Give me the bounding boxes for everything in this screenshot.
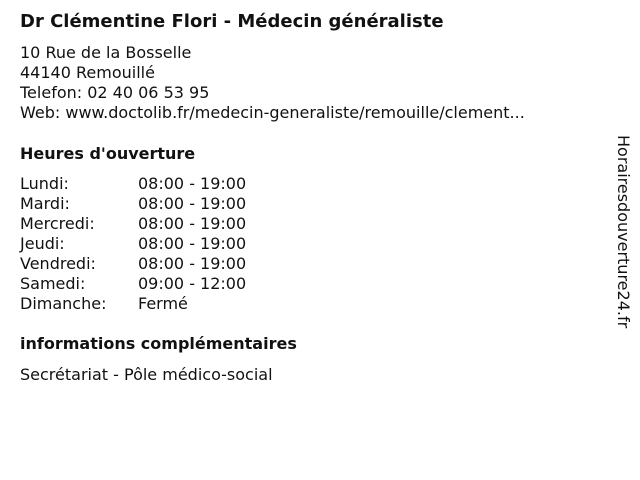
address-street: 10 Rue de la Bosselle: [20, 43, 192, 62]
address-city: 44140 Remouillé: [20, 63, 155, 82]
hours-day: Vendredi:: [20, 254, 96, 273]
hours-day: Jeudi:: [20, 234, 65, 253]
hours-row: [20, 194, 246, 214]
hours-row: [20, 294, 246, 314]
hours-day: Mardi:: [20, 194, 70, 213]
hours-time: Fermé: [138, 294, 188, 313]
website-link[interactable]: Web: www.doctolib.fr/medecin-generaliste/remouille/clement...: [20, 103, 525, 122]
opening-hours-table: [20, 174, 246, 314]
hours-day: Lundi:: [20, 174, 69, 193]
contact-block: [20, 43, 525, 123]
page-title: Dr Clémentine Flori - Médecin généraliste: [20, 11, 444, 32]
site-watermark: Horairesdouverture24.fr: [614, 135, 633, 329]
hours-time: 08:00 - 19:00: [138, 254, 247, 273]
hours-row: [20, 274, 246, 294]
additional-info-text: Secrétariat - Pôle médico-social: [20, 365, 273, 384]
hours-time: 08:00 - 19:00: [138, 194, 247, 213]
opening-hours-heading: Heures d'ouverture: [20, 144, 196, 163]
hours-day: Dimanche:: [20, 294, 107, 313]
hours-day: Mercredi:: [20, 214, 95, 233]
hours-time: 09:00 - 12:00: [138, 274, 247, 293]
hours-time: 08:00 - 19:00: [138, 174, 247, 193]
additional-info-heading: informations complémentaires: [20, 334, 297, 353]
hours-time: 08:00 - 19:00: [138, 214, 247, 233]
hours-row: [20, 174, 246, 194]
hours-row: [20, 254, 246, 274]
hours-time: 08:00 - 19:00: [138, 234, 247, 253]
hours-row: [20, 234, 246, 254]
hours-day: Samedi:: [20, 274, 86, 293]
phone-number: Telefon: 02 40 06 53 95: [20, 83, 210, 102]
hours-row: [20, 214, 246, 234]
